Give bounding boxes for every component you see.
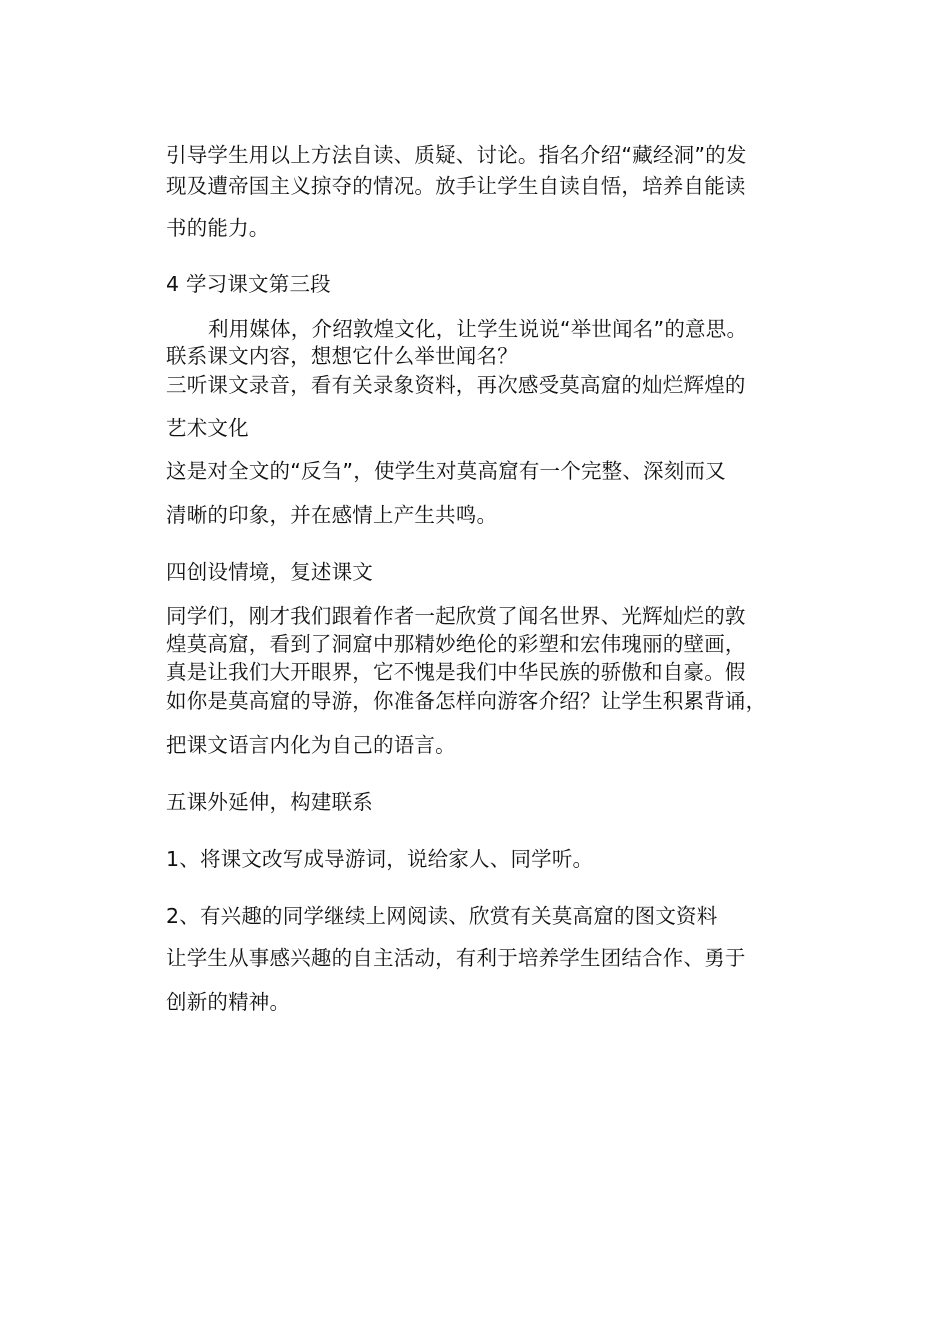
text-line: 同学们，刚才我们跟着作者一起欣赏了闻名世界、光辉灿烂的敦 [166,604,746,628]
text-line: 这是对全文的“反刍”，使学生对莫高窟有一个完整、深刻而又 [166,459,726,483]
text-line: 联系课文内容，想想它什么举世闻名？ [166,344,518,368]
list-item: 1、将课文改写成导游词，说给家人、同学听。 [166,847,594,871]
text-line: 如你是莫高窟的导游，你准备怎样向游客介绍？让学生积累背诵， [166,689,767,713]
text-line: 煌莫高窟，看到了洞窟中那精妙绝伦的彩塑和宏伟瑰丽的壁画， [166,632,746,656]
text-line: 利用媒体，介绍敦煌文化，让学生说说“举世闻名”的意思。 [208,317,748,341]
text-line: 书的能力。 [166,216,270,240]
text-line: 清晰的印象，并在感情上产生共鸣。 [166,503,498,527]
text-line: 让学生从事感兴趣的自主活动，有利于培养学生团结合作、勇于 [166,946,746,970]
text-line: 现及遭帝国主义掠夺的情况。放手让学生自读自悟，培养自能读 [166,174,746,198]
text-line: 引导学生用以上方法自读、质疑、讨论。指名介绍“藏经洞”的发 [166,143,747,167]
section-heading: 4 学习课文第三段 [166,272,331,296]
text-line: 创新的精神。 [166,990,291,1014]
text-line: 真是让我们大开眼界，它不愧是我们中华民族的骄傲和自豪。假 [166,660,746,684]
section-heading: 五课外延伸，构建联系 [166,790,373,814]
text-line: 把课文语言内化为自己的语言。 [166,733,456,757]
section-heading: 四创设情境，复述课文 [166,560,373,584]
text-line: 艺术文化 [166,416,249,440]
text-line: 三听课文录音，看有关录象资料，再次感受莫高窟的灿烂辉煌的 [166,373,746,397]
list-item: 2、有兴趣的同学继续上网阅读、欣赏有关莫高窟的图文资料 [166,904,718,928]
